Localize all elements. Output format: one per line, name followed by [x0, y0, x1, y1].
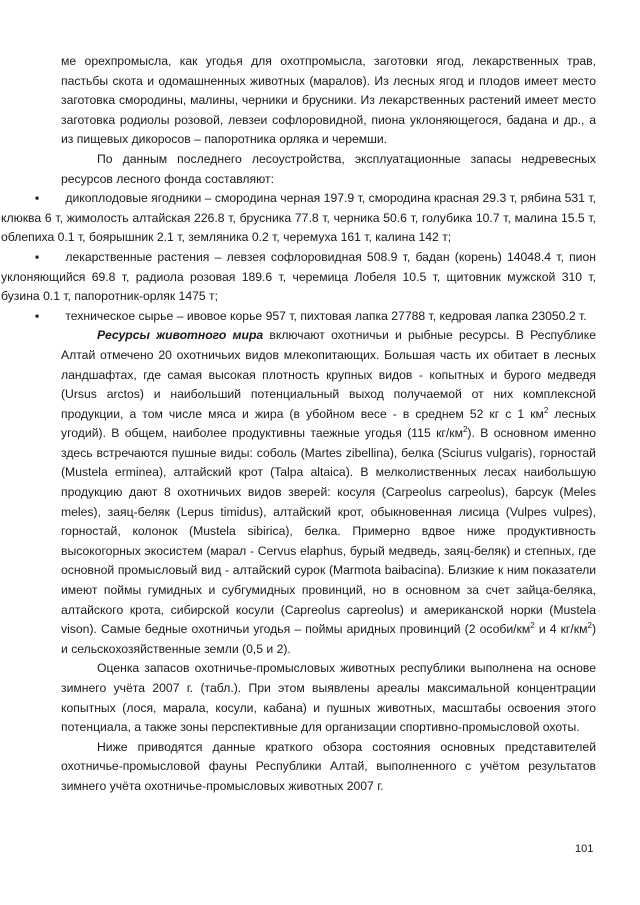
wildlife-text-part: и 4 кг/км [534, 622, 588, 637]
list-item [35, 307, 596, 327]
superscript: 2 [462, 425, 468, 435]
page-body [1, 52, 596, 797]
wildlife-text-part: включают охотничьи и рыбные ресурсы. В Республике Алтай отмечено 20 охотничьих видов млекопитающих. Большая часть их обитает в лесных ландшафтах, где самая высокая плотность крупных видов - копытных и бурого медведя (Ursus arctos) и наибольший потенциальный выход получаемой от них комплексной продукции, а том числе мяса и жира (в убойном весе - в среднем 52 кг с 1 км [61, 328, 596, 421]
bullet-marker: ▪ [35, 191, 40, 206]
list-item-content [1, 307, 587, 327]
bullet-marker: ▪ [35, 249, 40, 264]
wildlife-resources-heading: Ресурсы животного мира [97, 328, 264, 343]
paragraph-wildlife-resources [61, 326, 596, 659]
paragraph-forest-uses: ме орехпромысла, как угодья для охотпромысла, заготовки ягод, лекарственных трав, пастьбы скота и одомашненных животных (маралов). Из лесных ягод и плодов имеет место заготовка смородины, малины, черники и брусники. Из лекарственных растений имеет место заготовка родиолы розовой, левзеи софлоровидной, пиона уклоняющегося, бадана и др., а из пищевых дикоросов – папоротника орляка и черемши. [61, 54, 596, 147]
wildlife-text-part: ) и сельскохозяйственные земли (0,5 и 2). [61, 622, 596, 656]
list-item-text: техническое сырье – ивовое корье 957 т, пихтовая лапка 27788 т, кедровая лапка 23050.2 т. [65, 308, 587, 323]
bullet-marker: ▪ [35, 308, 40, 323]
superscript: 2 [587, 621, 592, 631]
list-item [1, 189, 596, 248]
list-item-text: лекарственные растения – левзея софлоровидная 508.9 т, бадан (корень) 14048.4 т, пион уклоняющийся 69.8 т, радиола розовая 189.6 т, черемица Лобеля 10.5 т, щитовник мужской 310 т, бузина 0.1 т, папоротник-орляк 1475 т; [1, 249, 596, 304]
superscript: 2 [530, 621, 535, 631]
list-item-text: дикоплодовые ягодники – смородина черная 197.9 т, смородина красная 29.3 т, рябина 531 т, клюква 6 т, жимолость алтайская 226.8 т, брусника 77.8 т, черника 50.6 т, голубика 10.7 т, малина 15.5 т, облепиха 0.1 т, боярышник 2.1 т, земляника 0.2 т, черемуха 161 т, калина 142 т; [1, 191, 596, 245]
paragraph-resources-intro: По данным последнего лесоустройства, эксплуатационные запасы недревесных ресурсов лесного фонда составляют: [61, 151, 596, 186]
wildlife-text-part: лесных угодий). В общем, наиболее продуктивны таежные угодья (115 кг/км [61, 406, 596, 441]
list-item-content [1, 189, 596, 248]
paragraph-census-assessment: Оценка запасов охотничье-промысловых животных республики выполнена на основе зимнего учёта 2007 г. (табл.). При этом выявлены ареалы максимальной концентрации копытных (лося, марала, косули, кабана) и пушных животных, масштабы освоения этого потенциала, а также зоны перспективные для организации спортивно-промысловой охоты. [61, 661, 596, 735]
list-item-content [1, 248, 596, 307]
page-number: 101 [575, 843, 594, 855]
list-item [1, 248, 596, 307]
paragraph-review-intro: Ниже приводятся данные краткого обзора состояния основных представителей охотничье-промысловой фауны Республики Алтай, выполненного с учётом результатов зимнего учёта охотничье-промысловых животных 2007 г. [61, 739, 596, 793]
superscript: 2 [543, 405, 549, 415]
wildlife-text-part: ). В основном именно здесь встречаются пушные виды: соболь (Martes zibellina), белка (Sciurus vulgaris), горностай (Mustela erminea), алтайский крот (Talpa altaica). В мелколиственных лесах наибольшую продукцию дают 8 охотничьих видов зверей: косуля (Carpeolus carpeolus), барсук (Meles meles), заяц-беляк (Lepus timidus), алтайский крот, обыкновенная лисица (Vulpes vulpes), горностай, колонок (Mustela sibirica), белка. Примерно вдвое ниже продуктивность высокогорных экосистем (марал - Cervus elaphus, бурый медведь, заяц-беляк) и степных, где основной промысловый вид - алтайский сурок (Marmota baibacina). Близкие к ним показатели имеют поймы гумидных и субгумидных провинций, но в основном за счет зайца-беляка, алтайского крота, сибирской косули (Capreolus capreolus) и американской норки (Mustela vison). Самые бедные охотничьи угодья – поймы аридных провинций (2 особи/км [61, 426, 596, 637]
